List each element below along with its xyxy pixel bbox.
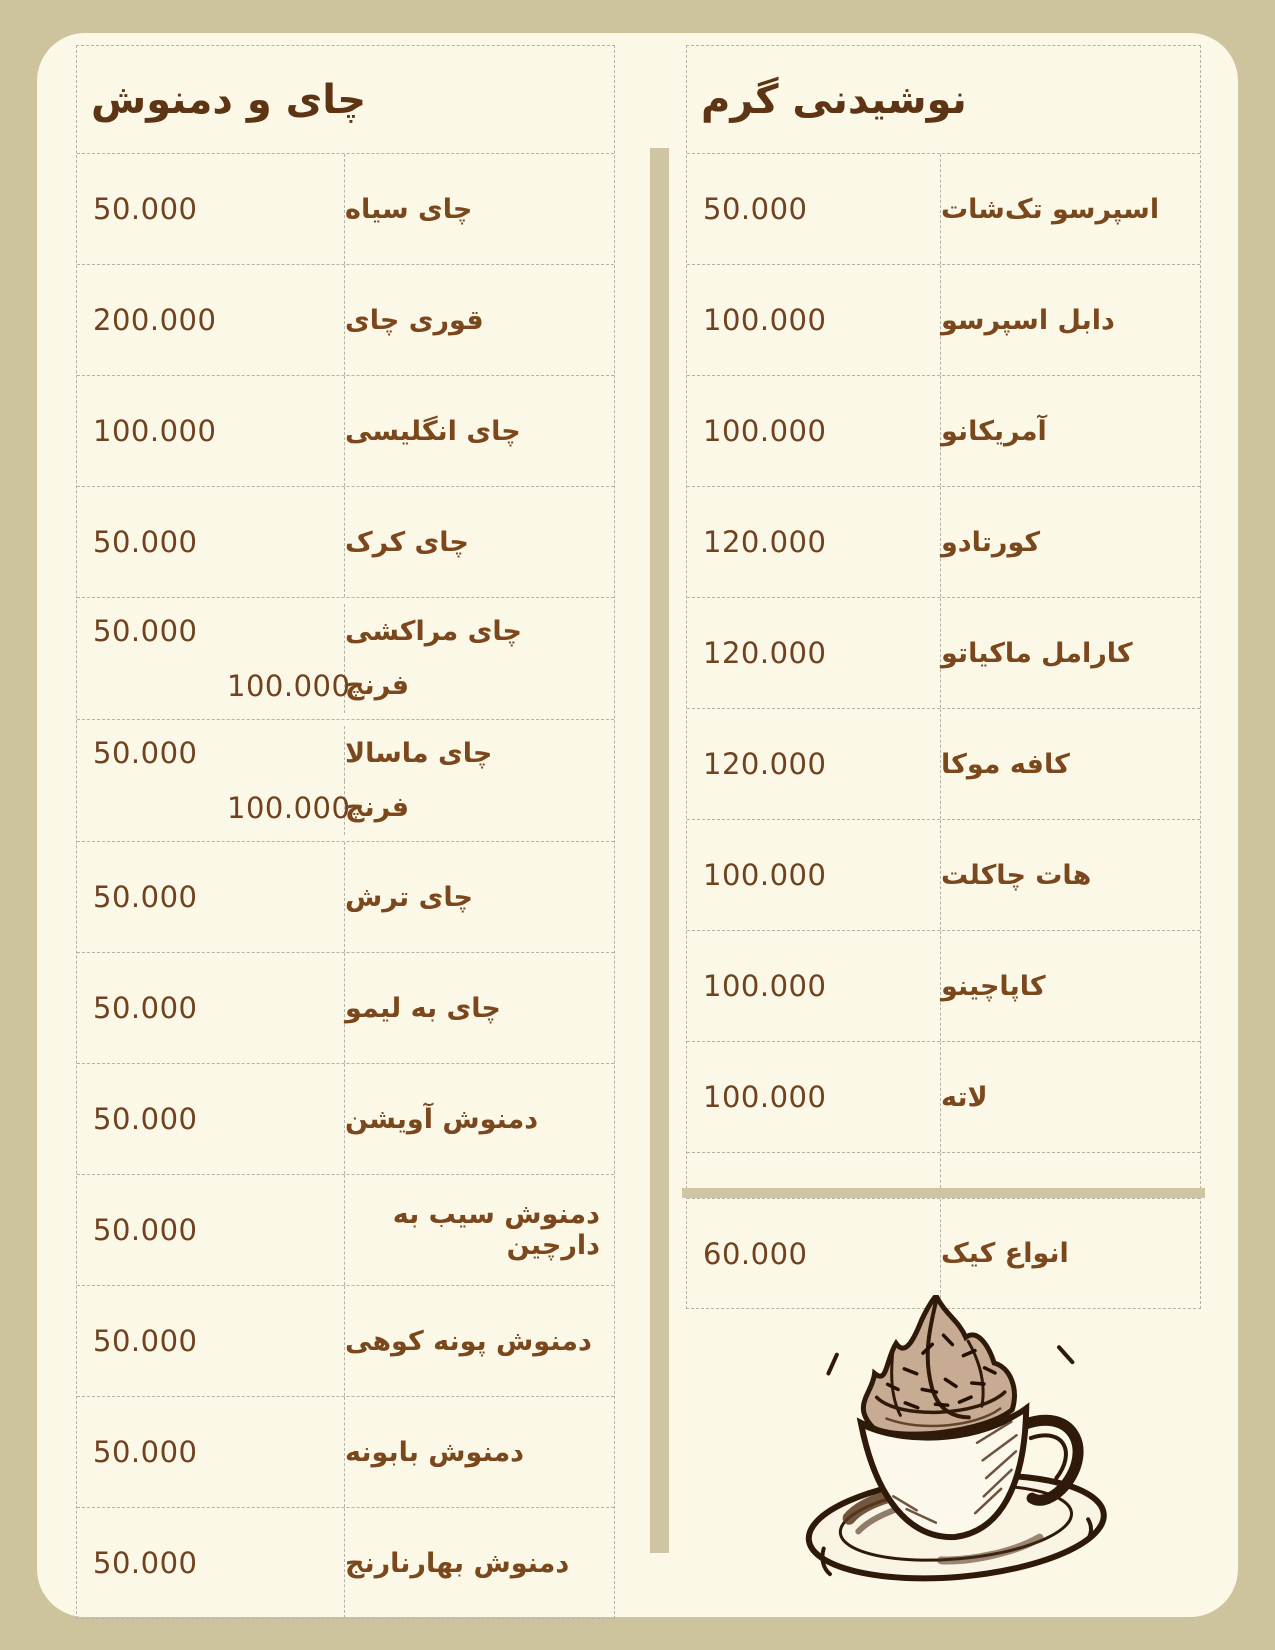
menu-item-row	[687, 264, 1200, 375]
item-price: 50.000	[77, 487, 345, 597]
menu-item-row	[77, 375, 614, 486]
item-name: چای مراکشی	[345, 615, 523, 647]
item-price: 50.000	[77, 604, 345, 659]
item-price: 100.000	[687, 1042, 941, 1152]
item-price: 100.000	[687, 820, 941, 930]
item-price: 50.000	[77, 726, 345, 781]
item-name: لاته	[941, 1081, 988, 1113]
menu-item-row	[77, 841, 614, 952]
item-main-line	[77, 604, 614, 659]
menu-item-row	[687, 375, 1200, 486]
item-name: آمریکانو	[941, 415, 1047, 447]
menu-item-row	[77, 597, 614, 719]
menu-item-row	[77, 486, 614, 597]
item-sub-line	[77, 659, 614, 714]
item-name: چای ماسالا	[345, 737, 493, 769]
item-name: چای ترش	[345, 881, 473, 913]
menu-item-row	[77, 1174, 614, 1285]
item-name: انواع کیک	[941, 1238, 1069, 1269]
item-name: دمنوش پونه کوهی	[345, 1325, 592, 1357]
column-divider-bar	[650, 148, 669, 1553]
item-name: چای سیاه	[345, 193, 473, 225]
menu-item-row	[77, 1285, 614, 1396]
cake-divider-bar	[682, 1188, 1205, 1198]
menu-item-row	[77, 153, 614, 264]
item-name: دمنوش آویشن	[345, 1103, 539, 1135]
menu-item-row	[687, 486, 1200, 597]
item-price: 100.000	[687, 376, 941, 486]
item-price: 100.000	[77, 376, 345, 486]
item-name: کورتادو	[941, 526, 1041, 558]
item-name: دمنوش بهارنارنج	[345, 1547, 570, 1579]
menu-item-row	[687, 1041, 1200, 1152]
hot-drinks-title: نوشیدنی گرم	[701, 76, 967, 123]
tea-title: چای و دمنوش	[91, 76, 367, 123]
item-price: 50.000	[77, 1175, 345, 1285]
tea-table	[76, 45, 615, 1619]
item-sub-line	[77, 781, 614, 836]
item-price: 50.000	[77, 1064, 345, 1174]
item-name: چای انگلیسی	[345, 415, 521, 447]
item-price: 50.000	[77, 1397, 345, 1507]
sub-item-price: 100.000	[77, 659, 345, 714]
item-name: چای به لیمو	[345, 992, 501, 1024]
sub-item-price: 100.000	[77, 781, 345, 836]
sub-item-name: فرنچ	[345, 792, 410, 824]
empty-row	[687, 1152, 1200, 1188]
item-name: دمنوش سیب به دارچین	[392, 1199, 600, 1261]
item-price: 200.000	[77, 265, 345, 375]
menu-item-row	[687, 708, 1200, 819]
item-name: اسپرسو تک‌شات	[941, 193, 1160, 225]
item-name: کاپاچینو	[941, 970, 1046, 1002]
item-name: دمنوش بابونه	[345, 1436, 525, 1468]
hot-drinks-table	[686, 45, 1201, 1309]
item-price: 100.000	[687, 265, 941, 375]
item-name: کارامل ماکیاتو	[941, 637, 1133, 669]
menu-item-row	[687, 1198, 1200, 1308]
item-price: 50.000	[77, 1508, 345, 1618]
menu-item-row	[77, 1063, 614, 1174]
item-name: کافه موکا	[941, 748, 1070, 780]
item-main-line	[77, 726, 614, 781]
menu-item-row	[77, 264, 614, 375]
item-name: هات چاکلت	[941, 859, 1092, 891]
menu-item-row	[687, 930, 1200, 1041]
menu-item-row	[687, 597, 1200, 708]
item-name: چای کرک	[345, 526, 469, 558]
item-price: 50.000	[77, 154, 345, 264]
item-price: 50.000	[77, 953, 345, 1063]
item-price: 60.000	[687, 1199, 941, 1308]
item-price: 120.000	[687, 487, 941, 597]
menu-item-row	[687, 153, 1200, 264]
menu-item-row	[687, 819, 1200, 930]
menu-item-row	[77, 1396, 614, 1507]
menu-item-row	[77, 719, 614, 841]
menu-item-row	[77, 952, 614, 1063]
item-price: 50.000	[687, 154, 941, 264]
item-name: قوری چای	[345, 304, 484, 336]
item-price: 50.000	[77, 842, 345, 952]
item-price: 120.000	[687, 709, 941, 819]
coffee-cup-illustration	[778, 1295, 1126, 1595]
item-price: 120.000	[687, 598, 941, 708]
item-name: دابل اسپرسو	[941, 304, 1115, 336]
sub-item-name: فرنچ	[345, 670, 410, 702]
item-price: 50.000	[77, 1286, 345, 1396]
menu-item-row	[77, 1507, 614, 1618]
item-price: 100.000	[687, 931, 941, 1041]
